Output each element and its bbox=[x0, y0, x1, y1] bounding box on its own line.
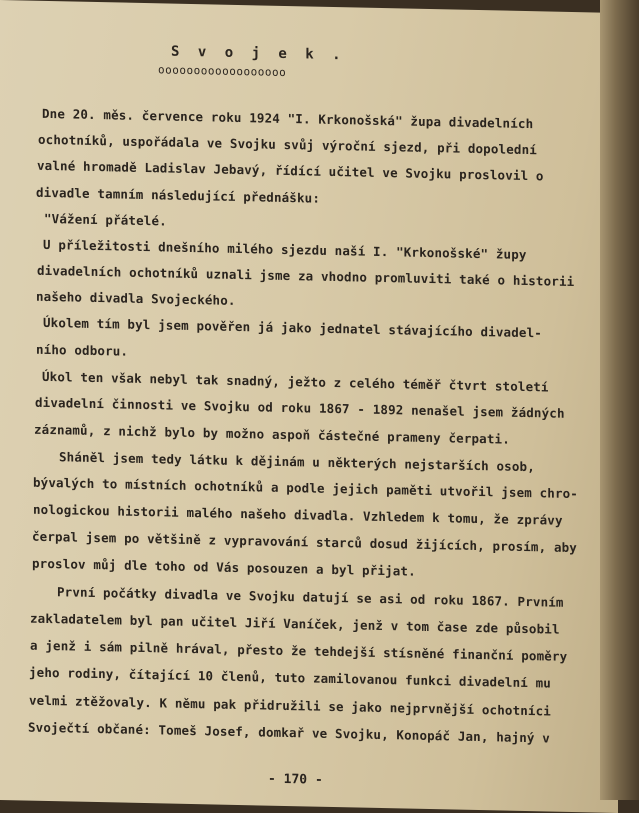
text-line: Dne 20. měs. července roku 1924 "I. Krkonošská" župa divadelních bbox=[42, 105, 534, 132]
text-line: Úkol ten však nebyl tak snadný, ježto z celého téměř čtvrt století bbox=[42, 368, 549, 395]
text-line: Sháněl jsem tedy látku k dějinám u některých nejstarších osob, bbox=[59, 449, 535, 475]
text-line: nologickou historii malého našeho divadla. Vzhledem k tomu, že zprávy bbox=[33, 501, 563, 528]
text-line: jeho rodiny, čítající 10 členů, tuto zamilovanou funkci divadelní mu bbox=[29, 664, 551, 691]
text-line: našeho divadla Svojeckého. bbox=[36, 288, 236, 308]
text-line: a jenž i sám pilně hrával, přesto že tehdejší stísněné finanční poměry bbox=[30, 637, 568, 664]
text-line: zakladatelem byl pan učitel Jiří Vaníček, jenž v tom čase zde působil bbox=[30, 610, 560, 637]
text-line: "Vážení přátelé. bbox=[44, 210, 167, 229]
document-title: S v o j e k . bbox=[171, 43, 346, 64]
text-line: divadelních ochotníků uznali jsme za vhodno promluviti také o historii bbox=[37, 262, 575, 290]
text-line: ního odboru. bbox=[36, 341, 129, 359]
text-line: čerpal jsem po většině z vypravování starců dosud žijících, prosím, aby bbox=[32, 528, 577, 556]
text-line: bývalých to místních ochotníků a podle jejich paměti utvořil jsem chro- bbox=[33, 474, 578, 502]
text-line: divadelní činnosti ve Svojku od roku 1867 - 1892 nenašel jsem žádných bbox=[35, 394, 565, 421]
text-line: valné hromadě Ladislav Jebavý, řídící učitel ve Svojku proslovil o bbox=[37, 157, 544, 184]
text-line: divadle tamním následující přednášku: bbox=[36, 184, 320, 206]
text-line: Úkolem tím byl jsem pověřen já jako jednatel stávajícího divadel- bbox=[43, 314, 542, 341]
page-number: - 170 - bbox=[268, 771, 323, 788]
text-line: proslov můj dle toho od Vás posouzen a byl přijat. bbox=[32, 555, 416, 579]
text-line: U příležitosti dnešního milého sjezdu naší I. "Krkonošské" župy bbox=[43, 236, 527, 263]
text-line: ochotníků, uspořádala ve Svojku svůj výroční sjezd, při dopolední bbox=[38, 131, 537, 158]
text-line: První počátky divadla ve Svojku datují se asi od roku 1867. Prvním bbox=[57, 584, 564, 610]
text-line: velmi ztěžovaly. K němu pak přidružili se jako nejprvnější ochotníci bbox=[29, 692, 551, 719]
text-line: záznamů, z nichž bylo by možno aspoň částečné prameny čerpati. bbox=[34, 421, 510, 447]
text-line: Svoječtí občané: Tomeš Josef, domkař ve Svojku, Konopáč Jan, hajný v bbox=[28, 719, 550, 746]
title-underline: oooooooooooooooooo bbox=[158, 63, 287, 79]
page-edge-shadow bbox=[600, 0, 639, 800]
